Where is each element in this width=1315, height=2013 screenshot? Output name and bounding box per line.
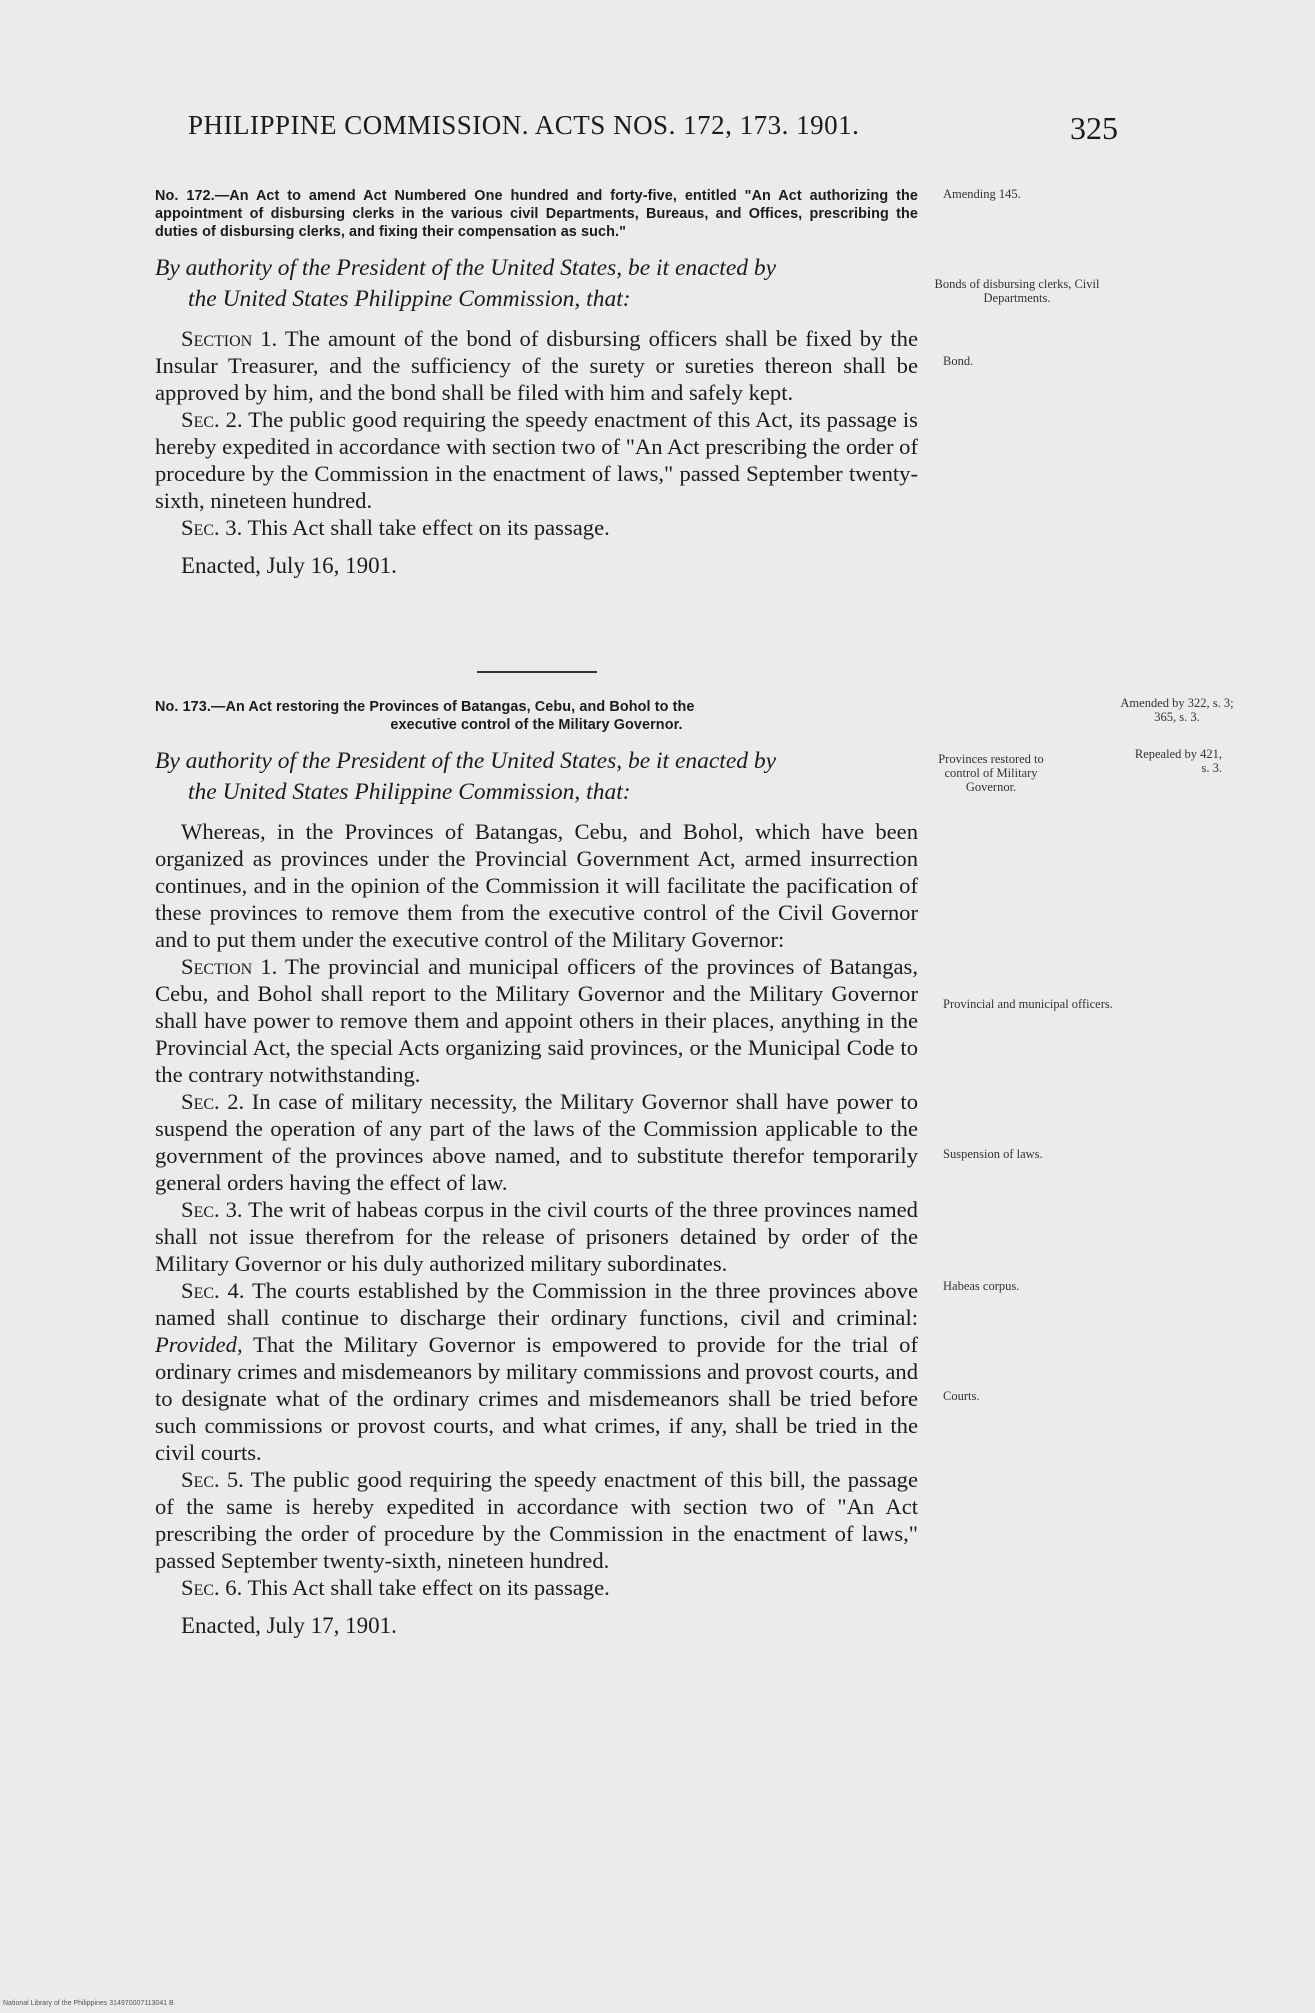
section-label: Sec. 5. — [181, 1467, 244, 1492]
margin-note-courts: Courts. — [943, 1389, 980, 1403]
section-text: That the Military Governor is empowered to provide for the trial of ordinary crimes and misdemeanors by military commissions and provost courts, and to designate what of the ordinary crimes and misdemeanors shall be tried before such commissions or provost courts, and what crimes, if any, shall be tried in the civil courts. — [155, 1332, 918, 1465]
section-label: Sec. 3. — [181, 515, 243, 540]
act-173-whereas: Whereas, in the Provinces of Batangas, Cebu, and Bohol, which have been organized as provinces under the Provincial Government Act, armed insurrection continues, and in the opinion of the Commission it will facilitate the pacification of these provinces to remove them from the executive control of the Civil Governor and to put them under the executive control of the Military Governor: — [155, 819, 918, 952]
section-label: Sec. 2. — [181, 407, 243, 432]
margin-note-amended: Amended by 322, s. 3; 365, s. 3. — [1120, 696, 1234, 724]
section-label: Section 1. — [181, 326, 278, 351]
section-text: The writ of habeas corpus in the civil courts of the three provinces named shall not issue therefrom for the release of prisoners detained by order of the Military Governor or his duly authorized military subordinates. — [155, 1197, 918, 1276]
page-header — [188, 110, 1118, 150]
margin-note-amending: Amending 145. — [943, 187, 1021, 201]
section-text: The public good requiring the speedy enactment of this bill, the passage of the same is hereby expedited in accordance with section two of "An Act prescribing the order of procedure by the Commission in the enactment of laws," passed September twenty-sixth, nineteen hundred. — [155, 1467, 918, 1573]
section-label: Section 1. — [181, 954, 278, 979]
act-173-authority — [155, 746, 918, 808]
running-head: PHILIPPINE COMMISSION. ACTS NOS. 172, 173. 1901. — [188, 110, 860, 140]
act-173-section-5 — [155, 1466, 918, 1574]
act-172-authority-line-1: By authority of the President of the United States, be it enacted by — [155, 255, 777, 281]
act-173-authority-line-1: By authority of the President of the United States, be it enacted by — [155, 748, 777, 774]
act-173 — [155, 698, 918, 1639]
section-label: Sec. 4. — [181, 1278, 245, 1303]
act-173-section-2 — [155, 1088, 918, 1196]
act-172-title: No. 172.—An Act to amend Act Numbered One hundred and forty-five, entitled "An Act authorizing the appointment of disbursing clerks in the various civil Departments, Bureaus, and Offices, prescribing the duties of disbursing clerks, and fixing their compensation as such." — [155, 188, 918, 240]
section-text: The amount of the bond of disbursing officers shall be fixed by the Insular Treasurer, and the sufficiency of the surety or sureties thereon shall be approved by him, and the bond shall be filed with him and safely kept. — [155, 326, 918, 405]
section-text: This Act shall take effect on its passage. — [242, 515, 610, 540]
section-text: The courts established by the Commission in the three provinces above named shall continue to discharge their ordinary functions, civil and criminal: — [155, 1278, 918, 1330]
section-label: Sec. 2. — [181, 1089, 245, 1114]
act-172-section-3 — [155, 514, 918, 541]
act-173-section-3 — [155, 1196, 918, 1277]
margin-note-bond: Bond. — [943, 354, 974, 368]
page-number: 325 — [1070, 110, 1118, 146]
section-label: Sec. 3. — [181, 1197, 243, 1222]
section-text: The provincial and municipal officers of the provinces of Batangas, Cebu, and Bohol shall report to the Military Governor and the Military Governor shall have power to remove them and appoint others in their places, anything in the Provincial Act, the special Acts organizing said provinces, or the Municipal Code to the contrary notwithstanding. — [155, 954, 918, 1087]
act-172-authority — [155, 253, 918, 315]
divider-rule — [477, 671, 597, 673]
margin-note-suspension: Suspension of laws. — [943, 1147, 1043, 1161]
margin-note-bonds: Bonds of disbursing clerks, Civil Departments. — [934, 277, 1100, 305]
act-173-title-line-1: No. 173.—An Act restoring the Provinces of Batangas, Cebu, and Bohol to the — [155, 699, 695, 715]
footer-credit: National Library of the Philippines 314970007113041 B — [3, 2000, 174, 2007]
act-172 — [155, 187, 918, 579]
act-173-section-1 — [155, 953, 918, 1088]
act-173-section-6 — [155, 1574, 918, 1601]
margin-note-provincial-officers: Provincial and municipal officers. — [943, 997, 1113, 1011]
section-text: In case of military necessity, the Military Governor shall have power to suspend the operation of any part of the laws of the Commission applicable to the government of the provinces above named, and to substitute therefor temporarily general orders having the effect of law. — [155, 1089, 918, 1195]
act-173-section-4 — [155, 1277, 918, 1466]
margin-note-repealed: Repealed by 421, s. 3. — [1134, 747, 1222, 775]
act-173-title-line-2: executive control of the Military Governor. — [390, 717, 683, 733]
act-172-enacted: Enacted, July 16, 1901. — [181, 553, 397, 578]
section-text: The public good requiring the speedy enactment of this Act, its passage is hereby expedited in accordance with section two of "An Act prescribing the order of procedure by the Commission in the enactment of laws," passed September twenty-sixth, nineteen hundred. — [155, 407, 918, 513]
act-173-authority-line-2: the United States Philippine Commission, that: — [188, 779, 631, 805]
section-text: This Act shall take effect on its passage. — [242, 1575, 610, 1600]
margin-note-habeas-corpus: Habeas corpus. — [943, 1279, 1020, 1293]
margin-note-provinces-restored: Provinces restored to control of Military Governor. — [938, 752, 1044, 794]
act-172-section-1 — [155, 325, 918, 406]
act-172-section-2 — [155, 406, 918, 514]
act-173-enacted: Enacted, July 17, 1901. — [181, 1613, 397, 1638]
act-172-authority-line-2: the United States Philippine Commission, that: — [188, 286, 631, 312]
provided-word: Provided, — [155, 1332, 243, 1357]
section-label: Sec. 6. — [181, 1575, 243, 1600]
